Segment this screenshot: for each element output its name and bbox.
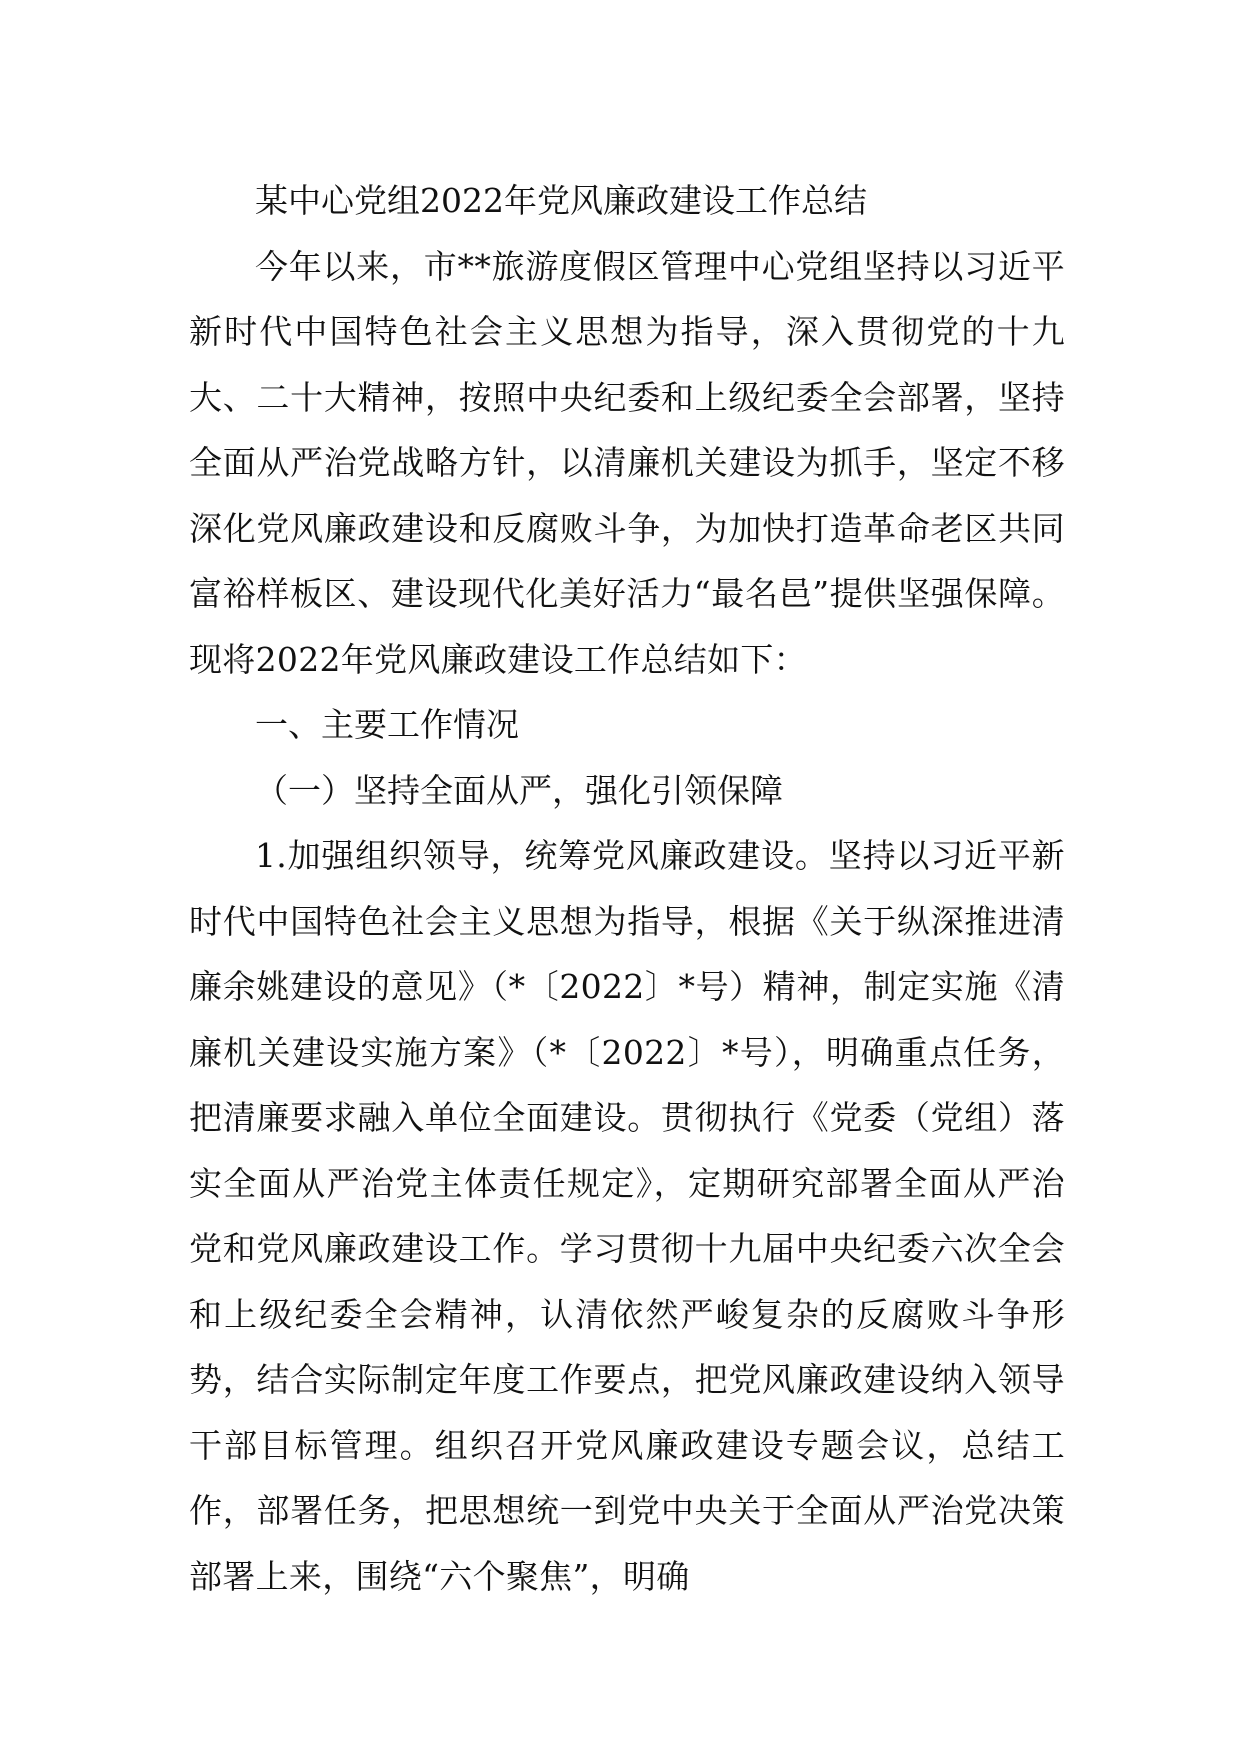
item-paragraph: 1.加强组织领导，统筹党风廉政建设。坚持以习近平新时代中国特色社会主义思想为指导，根据《关于纵深推进清廉余姚建设的意见》（*〔2022〕*号）精神，制定实施《清廉机关建设实施方案》（*〔2022〕*号），明确重点任务，把清廉要求融入单位全面建设。贯彻执行《党委（党组）落实全面从严治党主体责任规定》，定期研究部署全面从严治党和党风廉政建设工作。学习贯彻十九届中央纪委六次全会和上级纪委全会精神，认清依然严峻复杂的反腐败斗争形势，结合实际制定年度工作要点，把党风廉政建设纳入领导干部目标管理。组织召开党风廉政建设专题会议，总结工作，部署任务，把思想统一到党中央关于全面从严治党决策部署上来，围绕“六个聚焦”，明确 xyxy=(189,836,1065,1596)
intro-paragraph: 今年以来，市**旅游度假区管理中心党组坚持以习近平新时代中国特色社会主义思想为指导，深入贯彻党的十九大、二十大精神，按照中央纪委和上级纪委全会部署，坚持全面从严治党战略方针，以清廉机关建设为抓手，坚定不移深化党风廉政建设和反腐败斗争，为加快打造革命老区共同富裕样板区、建设现代化美好活力“最名邑”提供坚强保障。现将2022年党风廉政建设工作总结如下： xyxy=(189,246,1065,679)
document-body xyxy=(189,168,1065,1609)
document-title: 某中心党组2022年党风廉政建设工作总结 xyxy=(255,181,867,220)
subsection-heading: （一）坚持全面从严，强化引领保障 xyxy=(255,770,783,810)
section-heading: 一、主要工作情况 xyxy=(255,705,519,744)
